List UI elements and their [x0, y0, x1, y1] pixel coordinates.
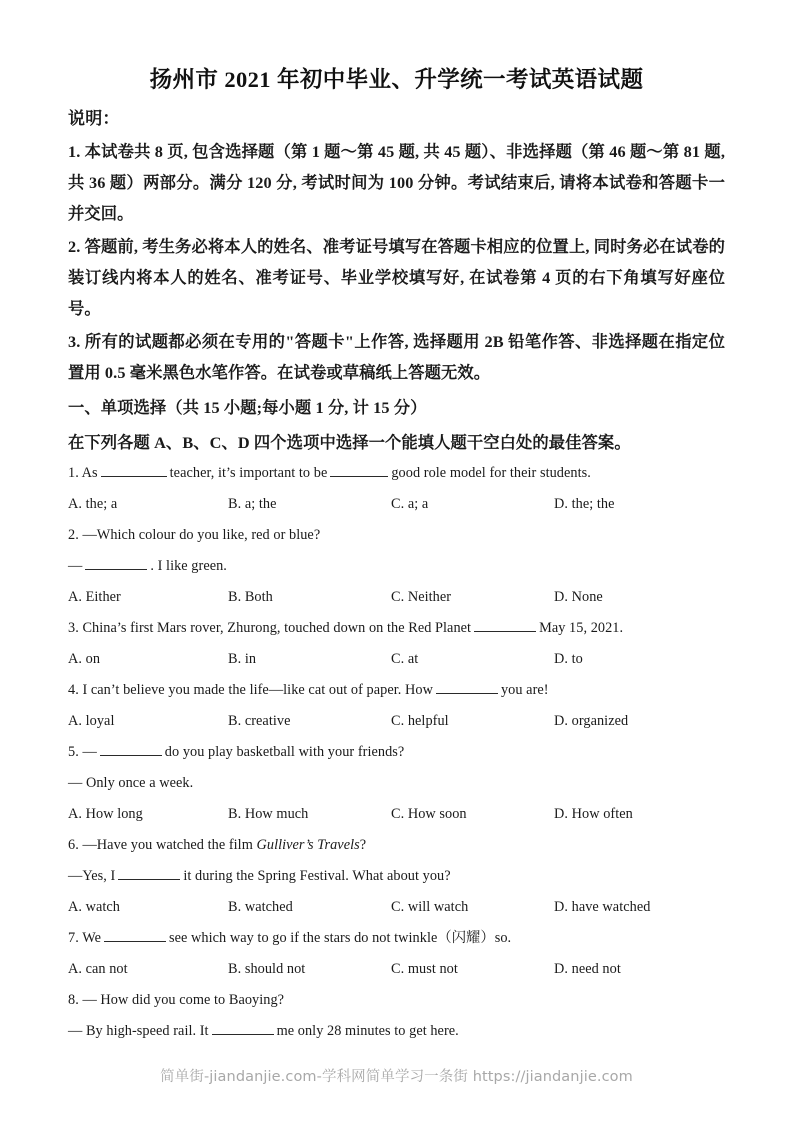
- q3-option-a[interactable]: A. on: [68, 651, 101, 667]
- q6-stem-part-1: 6. —Have you watched the film: [68, 837, 257, 853]
- question-7-stem: [68, 923, 725, 954]
- q4-option-d[interactable]: D. organized: [554, 713, 629, 729]
- question-3: [68, 613, 725, 675]
- site-watermark: 简单街-jiandanjie.com-学科网简单学习一条街 https://jiandanjie.com: [160, 1069, 633, 1085]
- question-2-answer-line: [68, 551, 725, 582]
- question-2-options: [68, 582, 725, 613]
- q3-stem-part-2: May 15, 2021.: [539, 620, 624, 636]
- q6-film-title: Gulliver’s Travels: [256, 837, 360, 853]
- q8-blank-1: [212, 1022, 274, 1035]
- question-7: [68, 923, 725, 985]
- page-title: 扬州市 2021 年初中毕业、升学统一考试英语试题: [149, 67, 644, 92]
- q5-option-d[interactable]: D. How often: [554, 806, 633, 822]
- question-6-stem: [68, 830, 725, 861]
- q4-option-c[interactable]: C. helpful: [391, 713, 449, 729]
- question-2-stem: 2. —Which colour do you like, red or blue?: [68, 527, 321, 543]
- q6-stem-part-2: ?: [359, 837, 367, 853]
- q1-option-a[interactable]: A. the; a: [68, 496, 118, 512]
- question-4: [68, 675, 725, 737]
- q3-option-c[interactable]: C. at: [391, 651, 419, 667]
- q1-blank-2: [330, 464, 388, 477]
- q4-stem-part-1: 4. I can’t believe you made the life—like cat out of paper. How: [68, 682, 433, 698]
- q3-option-d[interactable]: D. to: [554, 651, 583, 667]
- q7-option-d[interactable]: D. need not: [554, 961, 621, 977]
- q2-option-d[interactable]: D. None: [554, 589, 603, 605]
- q7-stem-part-1: 7. We: [68, 930, 101, 946]
- q4-option-b[interactable]: B. creative: [228, 713, 291, 729]
- question-5-options: [68, 799, 725, 830]
- question-3-stem: [68, 613, 725, 644]
- question-6-options: [68, 892, 725, 923]
- question-6: [68, 830, 725, 923]
- q3-blank-1: [474, 619, 536, 632]
- instruction-item-3: 3. 所有的试题都必须在专用的"答题卡"上作答, 选择题用 2B 铅笔作答、非选择题在指定位置用 0.5 毫米黑色水笔作答。在试卷或草稿纸上答题无效。: [68, 332, 725, 382]
- q5-stem-part-2: do you play basketball with your friends?: [164, 744, 405, 760]
- q2-blank-1: [85, 557, 147, 570]
- q7-option-b[interactable]: B. should not: [228, 961, 306, 977]
- q6-option-a[interactable]: A. watch: [68, 899, 121, 915]
- q6-blank-1: [118, 867, 180, 880]
- q1-blank-1: [101, 464, 167, 477]
- question-7-options: [68, 954, 725, 985]
- q4-stem-part-2: you are!: [500, 682, 549, 698]
- q5-blank-1: [100, 743, 162, 756]
- question-1-stem: [68, 458, 725, 489]
- q6-stem-part-4: it during the Spring Festival. What about you?: [183, 868, 451, 884]
- q7-option-a[interactable]: A. can not: [68, 961, 128, 977]
- q7-blank-1: [104, 929, 166, 942]
- question-1-options: [68, 489, 725, 520]
- section-subheading: 在下列各题 A、B、C、D 四个选项中选择一个能填人题干空白处的最佳答案。: [68, 433, 631, 452]
- q1-option-b[interactable]: B. a; the: [228, 496, 277, 512]
- q8-stem-part-2: — By high-speed rail. It: [68, 1023, 209, 1039]
- q2-option-a[interactable]: A. Either: [68, 589, 121, 605]
- question-8-stem: 8. — How did you come to Baoying?: [68, 992, 285, 1008]
- question-8: [68, 985, 725, 1047]
- instruction-item-1: 1. 本试卷共 8 页, 包含选择题（第 1 题～第 45 题, 共 45 题）、非选择题（第 46 题～第 81 题, 共 36 题）两部分。满分 120 分, 考试时间为 100 分钟。考试结束后, 请将本试卷和答题卡一并交回。: [68, 142, 725, 223]
- q2-stem-part-3: . I like green.: [150, 558, 227, 574]
- q1-stem-part-1: 1. As: [68, 465, 98, 481]
- question-5-stem: [68, 737, 725, 768]
- question-2: [68, 520, 725, 613]
- question-6-answer-line: [68, 861, 725, 892]
- q4-option-a[interactable]: A. loyal: [68, 713, 115, 729]
- q1-option-d[interactable]: D. the; the: [554, 496, 615, 512]
- q5-option-b[interactable]: B. How much: [228, 806, 309, 822]
- q7-option-c[interactable]: C. must not: [391, 961, 458, 977]
- q5-option-c[interactable]: C. How soon: [391, 806, 467, 822]
- document-body: [68, 104, 725, 1047]
- question-8-answer-line: [68, 1016, 725, 1047]
- q6-option-d[interactable]: D. have watched: [554, 899, 651, 915]
- q5-option-a[interactable]: A. How long: [68, 806, 143, 822]
- q6-option-c[interactable]: C. will watch: [391, 899, 469, 915]
- question-3-options: [68, 644, 725, 675]
- q5-stem-part-1: 5. —: [68, 744, 97, 760]
- section-heading: 一、单项选择（共 15 小题;每小题 1 分, 计 15 分）: [68, 398, 427, 417]
- q4-blank-1: [436, 681, 498, 694]
- q6-stem-part-3: —Yes, I: [68, 868, 116, 884]
- question-5: [68, 737, 725, 830]
- q1-stem-part-3: good role model for their students.: [391, 465, 591, 481]
- q7-stem-part-2: see which way to go if the stars do not twinkle（闪耀）so.: [168, 930, 512, 946]
- q8-stem-part-3: me only 28 minutes to get here.: [276, 1023, 459, 1039]
- q2-option-b[interactable]: B. Both: [228, 589, 273, 605]
- q1-stem-part-2: teacher, it’s important to be: [169, 465, 328, 481]
- instructions-label: 说明：: [68, 109, 120, 128]
- instruction-item-2: 2. 答题前, 考生务必将本人的姓名、准考证号填写在答题卡相应的位置上, 同时务必在试卷的装订线内将本人的姓名、准考证号、毕业学校填写好, 在试卷第 4 页的右下角填写好座位号。: [68, 237, 725, 318]
- question-1: [68, 458, 725, 520]
- q3-stem-part-1: 3. China’s first Mars rover, Zhurong, touched down on the Red Planet: [68, 620, 472, 636]
- question-4-options: [68, 706, 725, 737]
- q6-option-b[interactable]: B. watched: [228, 899, 293, 915]
- q2-dash: —: [68, 558, 83, 574]
- q2-option-c[interactable]: C. Neither: [391, 589, 452, 605]
- q1-option-c[interactable]: C. a; a: [391, 496, 429, 512]
- question-4-stem: [68, 675, 725, 706]
- q3-option-b[interactable]: B. in: [228, 651, 257, 667]
- question-5-answer-line: — Only once a week.: [68, 775, 194, 791]
